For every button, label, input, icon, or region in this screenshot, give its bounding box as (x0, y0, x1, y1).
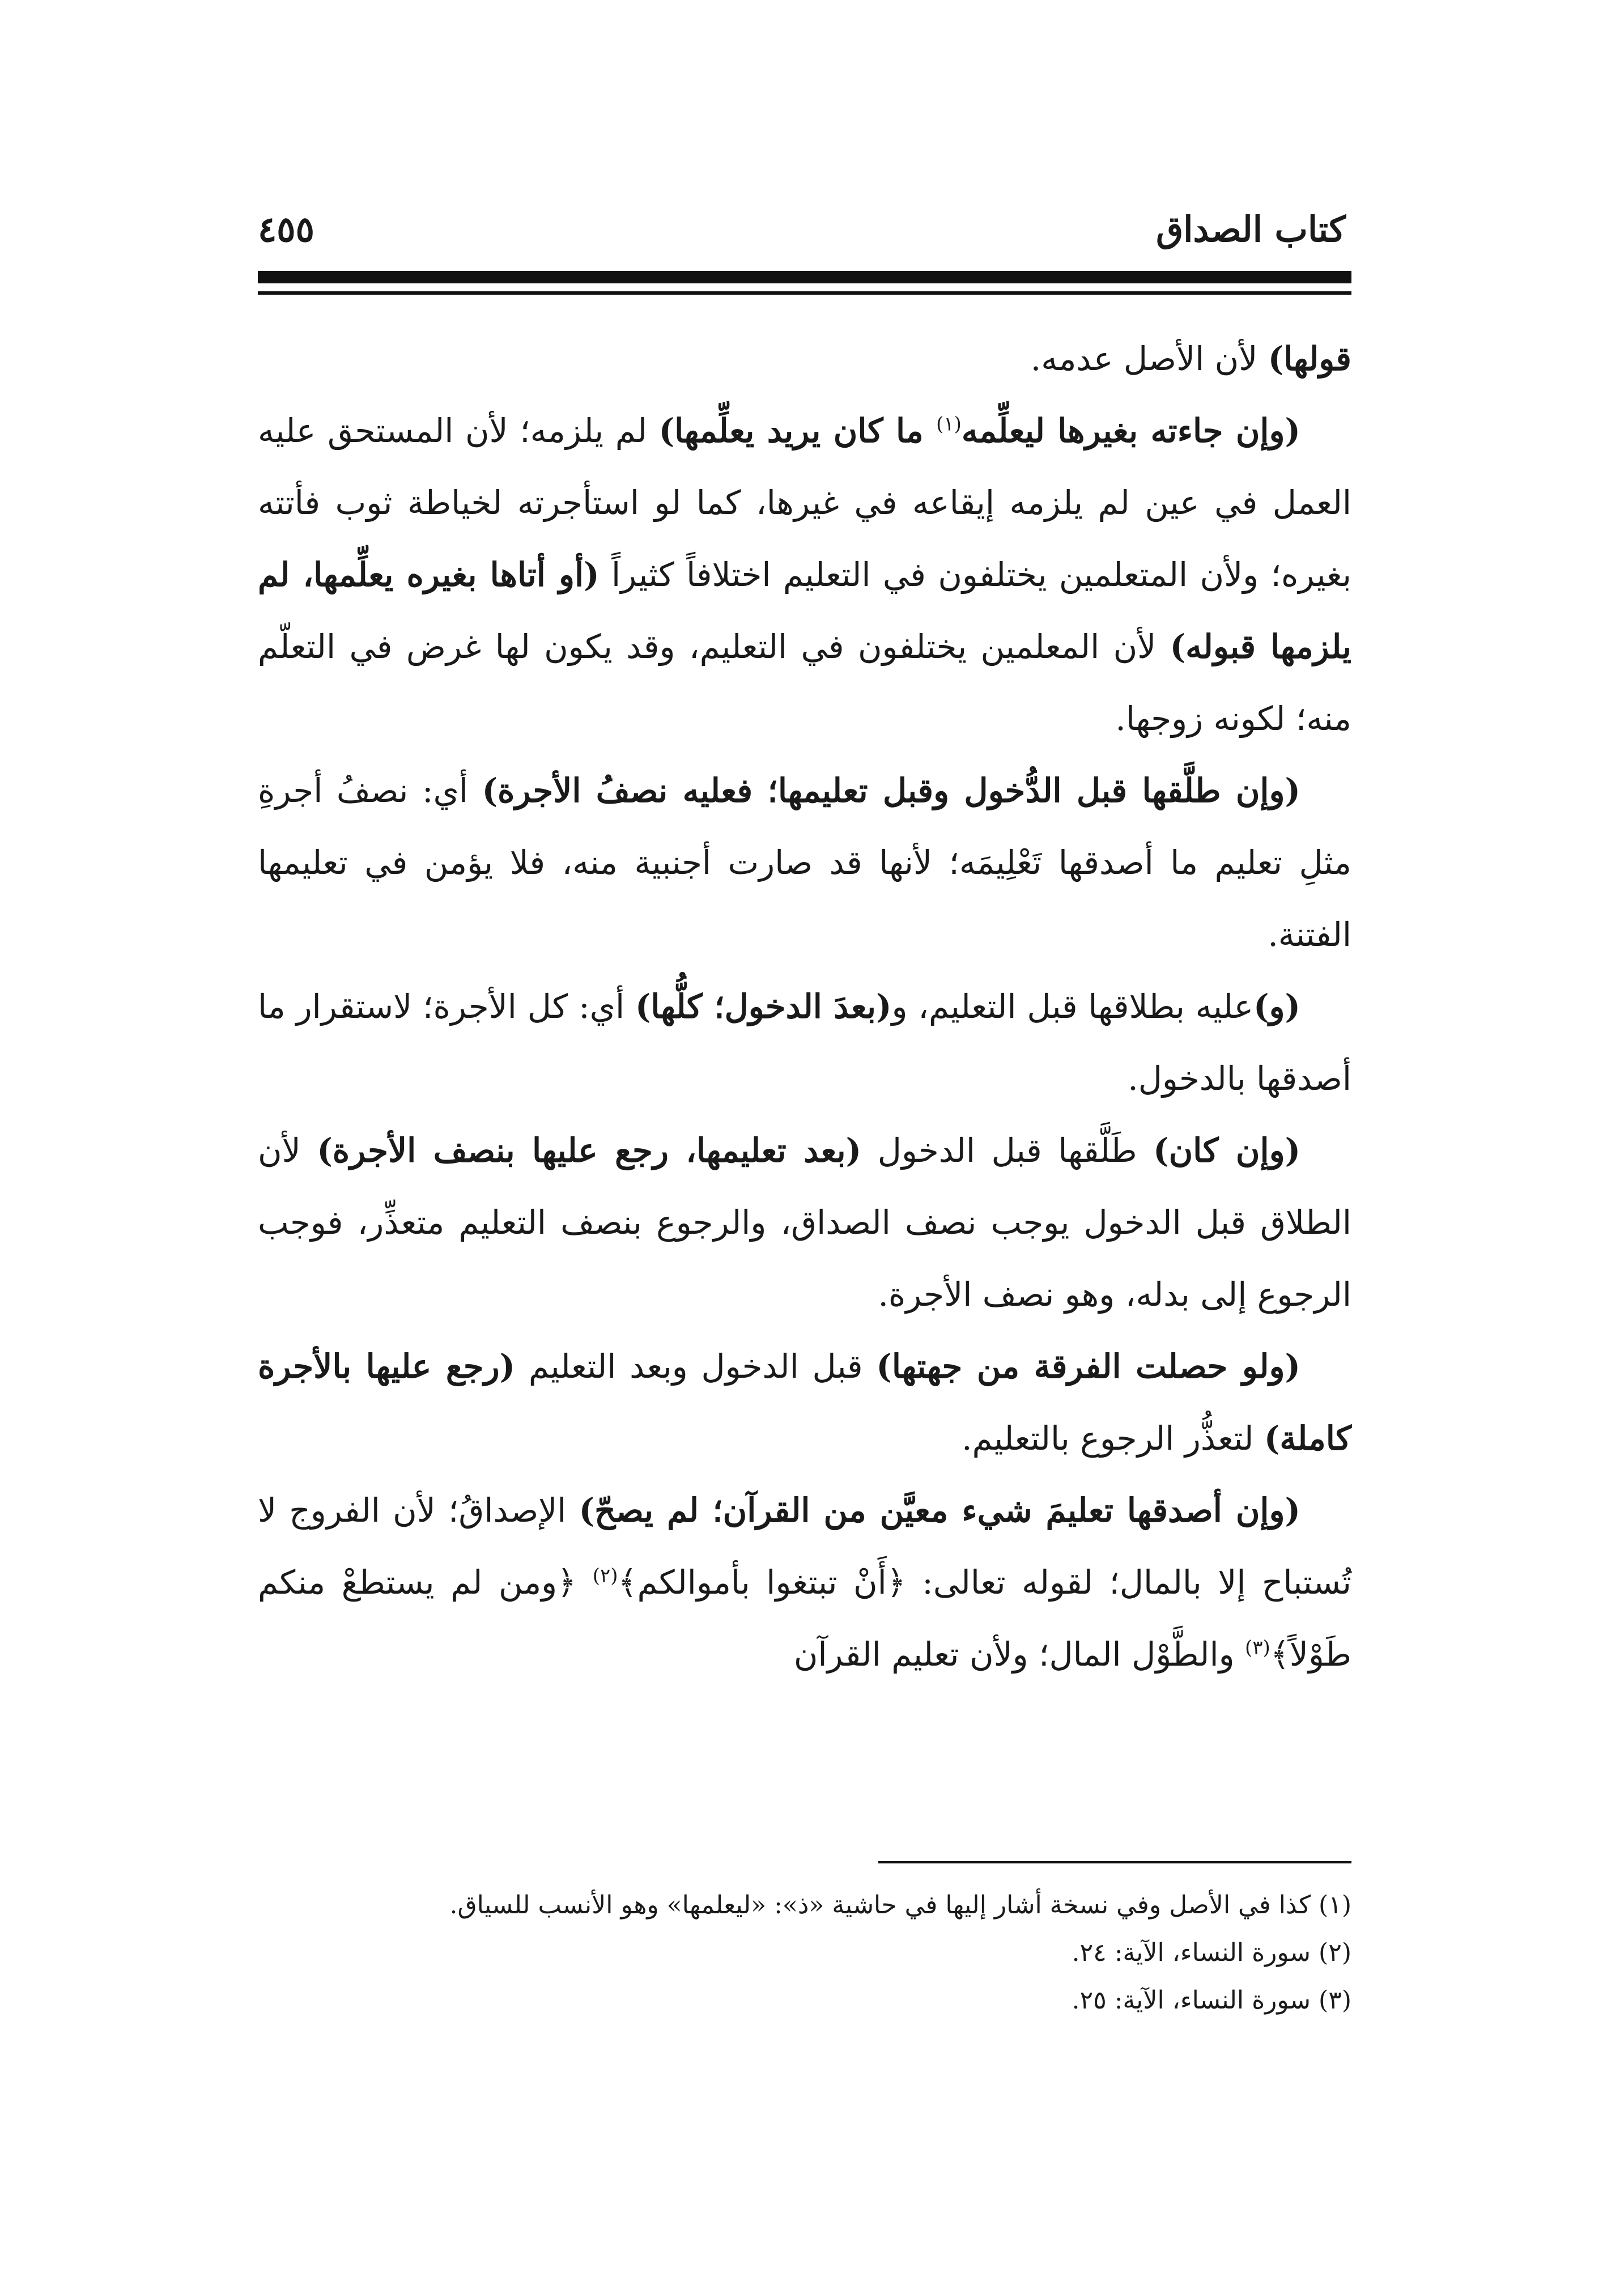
text-span: أي: كل الأجرة؛ لاستقرار ما أصدقها بالدخول. (258, 987, 1351, 1098)
paragraph-4 (258, 971, 1351, 1115)
text-span: الإصداقُ؛ لأن الفروج لا تُستباح إلا بالمال؛ لقوله تعالى: ﴿أَنْ تبتغوا بأموالكم﴾ (258, 1491, 1352, 1602)
bold-phrase: (بعدَ الدخول؛ كلُّها) (635, 987, 892, 1026)
text-span: لتعذُّر الرجوع بالتعليم. (962, 1419, 1264, 1458)
book-title: كتاب الصداق (1156, 209, 1346, 250)
paragraph-7 (258, 1475, 1351, 1691)
paragraph-2 (258, 395, 1351, 755)
footnote-ref: (٢) (592, 1564, 618, 1587)
page-number: ٤٥٥ (258, 209, 314, 250)
text-span: طَلَّقها قبل الدخول (861, 1131, 1154, 1170)
bold-phrase: (و) (1253, 987, 1300, 1026)
text-span: لأن الطلاق قبل الدخول يوجب نصف الصداق، والرجوع بنصف التعليم متعذِّر، فوجب الرجوع إلى بدله، وهو نصف الأجرة. (258, 1131, 1351, 1314)
bold-phrase: (أو أتاها بغيره يعلِّمها، لم يلزمها قبوله) (258, 555, 1351, 666)
footnote-separator (878, 1861, 1351, 1863)
paragraph-5 (258, 1115, 1351, 1331)
bold-phrase: ما كان يريد يعلِّمها) (658, 411, 937, 450)
bold-phrase: (وإن أصدقها تعليمَ شيء معيَّن من القرآن؛ لم يصحّ) (579, 1491, 1300, 1530)
bold-phrase: (رجع عليها بالأجرة كاملة) (258, 1347, 1351, 1458)
footnotes (258, 1882, 1351, 2024)
text-span: عليه بطلاقها قبل التعليم، و (891, 987, 1254, 1026)
bold-phrase: (وإن طلَّقها قبل الدُّخول وقبل تعليمها؛ فعليه نصفُ الأجرة) (482, 771, 1300, 810)
footnote-ref: (٣) (1245, 1636, 1270, 1659)
main-text (258, 323, 1351, 1691)
text-span: ﴿ومن لم يستطعْ منكم طَوْلاً﴾ (258, 1563, 1351, 1674)
header-rule-thin (258, 291, 1351, 295)
text-span: والطَّوْل المال؛ ولأن تعليم القرآن (793, 1635, 1245, 1674)
paragraph-3 (258, 755, 1351, 971)
bold-phrase: (وإن كان) (1153, 1131, 1301, 1170)
text-span: لم يلزمه؛ لأن المستحق عليه العمل في عين لم يلزمه إيقاعه في غيرها، كما لو استأجرته لخياطة ثوب فأتته بغيره؛ ولأن المتعلمين يختلفون في التعليم اختلافاً كثيراً (258, 411, 1351, 594)
footnote-2: (٢) سورة النساء، الآية: ٢٤. (1072, 1938, 1351, 1967)
bold-phrase: (وإن جاءته بغيرها ليعلِّمه (961, 411, 1300, 450)
text-span: لأن المعلمين يختلفون في التعليم، وقد يكون لها غرض في التعلّم منه؛ لكونه زوجها. (258, 627, 1351, 738)
bold-phrase: قولها) (1268, 339, 1351, 378)
paragraph-1 (258, 323, 1351, 395)
bold-phrase: (ولو حصلت الفرقة من جهتها) (876, 1347, 1300, 1386)
running-header (258, 204, 1346, 255)
header-rule-thick (258, 271, 1351, 283)
paragraph-6 (258, 1331, 1351, 1475)
footnote-1: (١) كذا في الأصل وفي نسخة أشار إليها في حاشية «ذ»: «ليعلمها» وهو الأنسب للسياق. (449, 1891, 1351, 1920)
text-span: أي: نصفُ أجرةِ مثلِ تعليم ما أصدقها تَعْلِيمَه؛ لأنها قد صارت أجنبية منه، فلا يؤمن في تعليمها الفتنة. (258, 771, 1351, 954)
footnote-ref: (١) (936, 413, 962, 436)
text-span: لأن الأصل عدمه. (1030, 339, 1268, 378)
bold-phrase: (بعد تعليمها، رجع عليها بنصف الأجرة) (317, 1131, 862, 1170)
text-span: قبل الدخول وبعد التعليم (515, 1347, 877, 1386)
footnote-3: (٣) سورة النساء، الآية: ٢٥. (1072, 1986, 1351, 2015)
